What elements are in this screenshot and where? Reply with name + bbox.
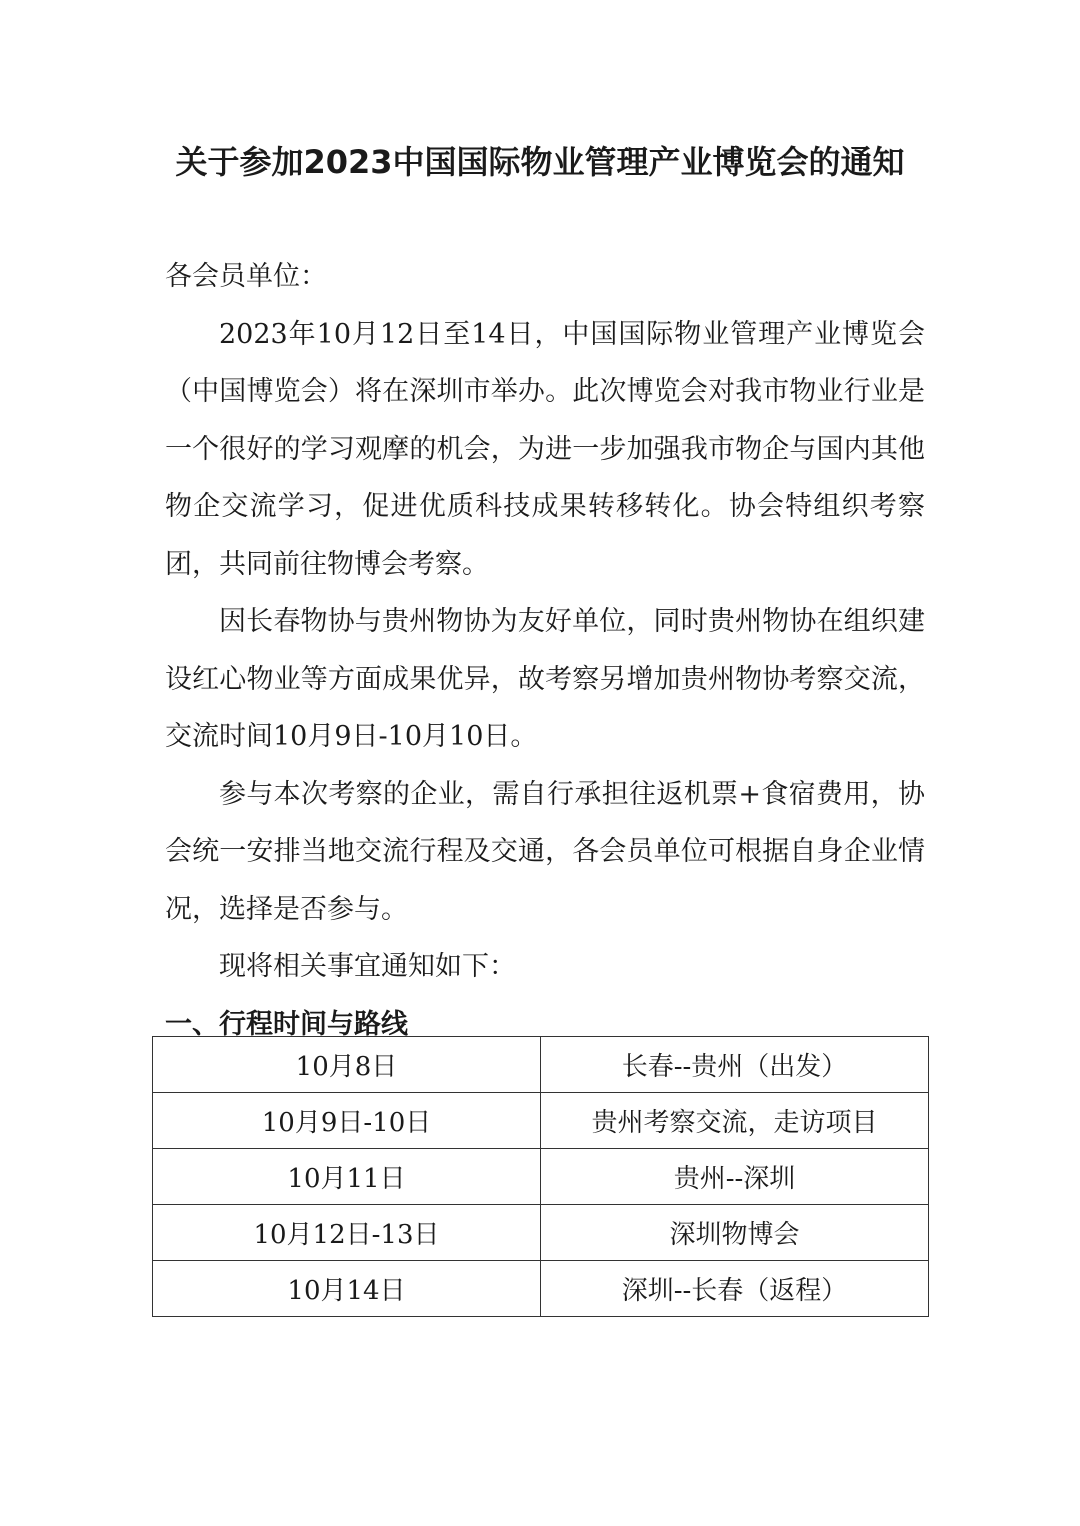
table-row [153,1149,929,1205]
paragraph-intro: 2023年10月12日至14日，中国国际物业管理产业博览会（中国博览会）将在深圳市举办。此次博览会对我市物业行业是一个很好的学习观摩的机会，为进一步加强我市物企与国内其他物企交流学习，促进优质科技成果转移转化。协会特组织考察团，共同前往物博会考察。 [165,318,925,580]
table-row [153,1093,929,1149]
table-row [153,1037,929,1093]
paragraph-announce: 现将相关事宜通知如下： [219,951,516,982]
table-cell-route: 贵州--深圳 [541,1149,929,1205]
notice-body [165,248,925,1053]
page-title: 关于参加2023中国国际物业管理产业博览会的通知 [175,143,905,181]
table-cell-date: 10月11日 [153,1149,541,1205]
paragraph-guizhou: 因长春物协与贵州物协为友好单位，同时贵州物协在组织建设红心物业等方面成果优异，故考察另增加贵州物协考察交流，交流时间10月9日-10月10日。 [165,606,925,752]
table-cell-route: 深圳物博会 [541,1205,929,1261]
salutation: 各会员单位： [165,261,327,292]
table-row [153,1261,929,1317]
table-row [153,1205,929,1261]
paragraph-costs: 参与本次考察的企业，需自行承担往返机票+食宿费用，协会统一安排当地交流行程及交通，各会员单位可根据自身企业情况，选择是否参与。 [165,778,925,925]
table-cell-date: 10月14日 [153,1261,541,1317]
table-cell-date: 10月8日 [153,1037,541,1093]
table-cell-date: 10月12日-13日 [153,1205,541,1261]
section-heading-itinerary: 一、行程时间与路线 [165,1008,408,1040]
table-cell-route: 贵州考察交流，走访项目 [541,1093,929,1149]
itinerary-table [152,1036,929,1317]
table-cell-date: 10月9日-10日 [153,1093,541,1149]
table-cell-route: 长春--贵州（出发） [541,1037,929,1093]
table-cell-route: 深圳--长春（返程） [541,1261,929,1317]
